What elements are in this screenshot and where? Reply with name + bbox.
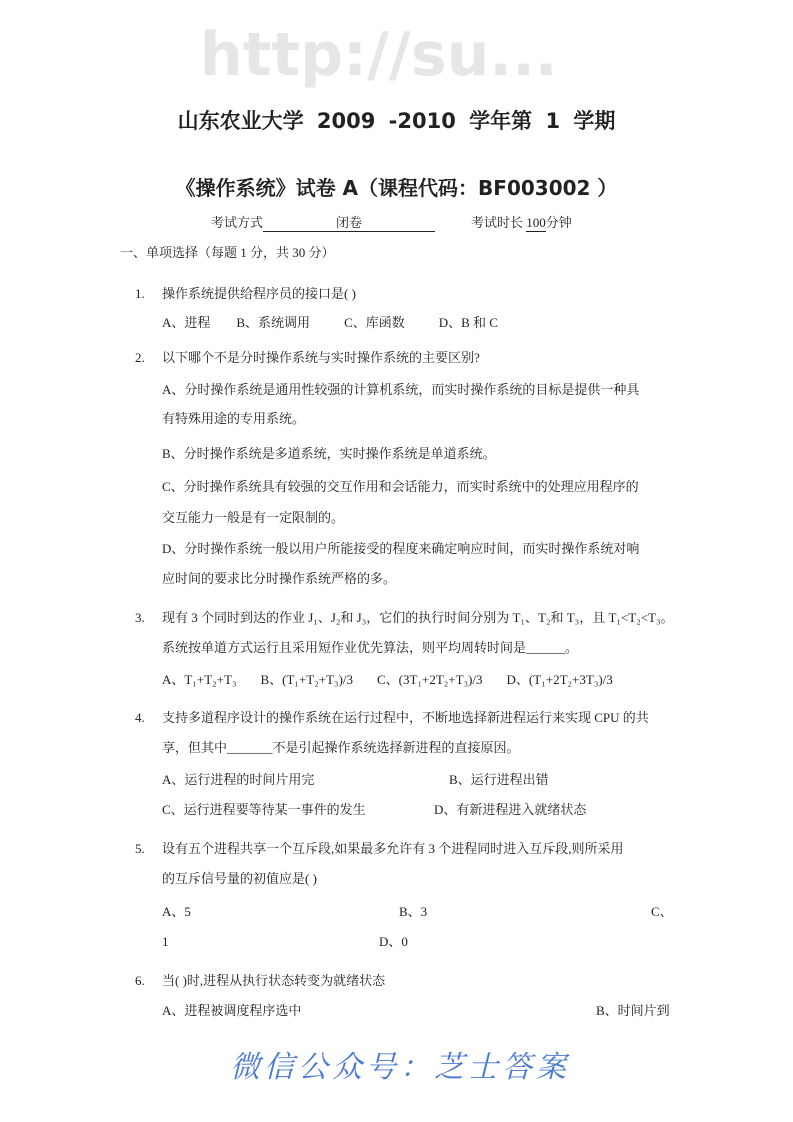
- option: D、B 和 C: [438, 315, 498, 330]
- duration-unit: 分钟: [545, 215, 572, 230]
- option: B、系统调用: [236, 315, 311, 330]
- question-text: 操作系统提供给程序员的接口是( ): [162, 286, 356, 301]
- option: D、有新进程进入就绪状态: [434, 802, 587, 817]
- option: 1: [162, 934, 169, 949]
- question-text: 享，但其中_______不是引起操作系统选择新进程的直接原因。: [162, 740, 520, 755]
- option: 交互能力一般是有一定限制的。: [162, 510, 345, 525]
- page-subtitle: 《操作系统》试卷 A（课程代码：BF003002 ）: [175, 176, 618, 200]
- page-title: 山东农业大学 2009 -2010 学年第 1 学期: [177, 109, 616, 133]
- option: C、(3T₁+2T₂+T₃)/3: [377, 672, 483, 687]
- option: 应时间的要求比分时操作系统严格的多。: [162, 571, 397, 586]
- option: C、分时操作系统具有较强的交互作用和会话能力，而实时系统中的处理应用程序的: [162, 479, 639, 494]
- question-text: 设有五个进程共享一个互斥段,如果最多允许有 3 个进程同时进入互斥段,则所采用: [162, 841, 624, 856]
- exam-mode-label: 考试方式: [211, 215, 264, 230]
- section-heading: 一、单项选择（每题 1 分，共 30 分）: [120, 245, 335, 260]
- question-text: 以下哪个不是分时操作系统与实时操作系统的主要区别?: [162, 350, 480, 365]
- question-text: 当( )时,进程从执行状态转变为就绪状态: [162, 973, 386, 988]
- question-number: 4.: [135, 710, 145, 725]
- option: B、分时操作系统是多道系统，实时操作系统是单道系统。: [162, 446, 496, 461]
- option: D、分时操作系统一般以用户所能接受的程度来确定响应时间，而实时操作系统对响: [162, 541, 640, 556]
- option: C、: [651, 904, 673, 919]
- watermark-grey: http://su...: [200, 20, 558, 90]
- option: D、0: [379, 934, 408, 949]
- option-row: [162, 672, 613, 688]
- question-text: 的互斥信号量的初值应是( ): [162, 871, 317, 886]
- option: A、分时操作系统是通用性较强的计算机系统，而实时操作系统的目标是提供一种具: [162, 382, 640, 397]
- option: D、(T₁+2T₂+3T₃)/3: [506, 672, 613, 687]
- question-text: 现有 3 个同时到达的作业 J₁、J₂和 J₃，它们的执行时间分别为 T₁、T₂和 T₃，且 T₁<T₂<T₃。: [162, 610, 674, 625]
- option: A、5: [162, 904, 191, 919]
- option: C、库函数: [344, 315, 405, 330]
- option: B、时间片到: [596, 1003, 670, 1018]
- question-text: 系统按单道方式运行且采用短作业优先算法，则平均周转时间是______。: [162, 640, 579, 655]
- exam-mode: [211, 215, 435, 232]
- option-row: [162, 315, 498, 331]
- question-number: 3.: [135, 610, 145, 625]
- option: A、进程: [162, 315, 211, 330]
- watermark-blue: 微信公众号：芝士答案: [230, 1051, 570, 1084]
- option: A、运行进程的时间片用完: [162, 772, 315, 787]
- question-number: 1.: [135, 286, 145, 301]
- option: A、T₁+T₂+T₃: [162, 672, 237, 687]
- duration-label: 考试时长: [471, 215, 524, 230]
- option: B、3: [399, 904, 428, 919]
- option: C、运行进程要等待某一事件的发生: [162, 802, 366, 817]
- option: B、运行进程出错: [449, 772, 549, 787]
- question-text: 支持多道程序设计的操作系统在运行过程中，不断地选择新进程运行来实现 CPU 的共: [162, 710, 649, 725]
- duration-value: 100: [526, 215, 546, 230]
- option: A、进程被调度程序选中: [162, 1003, 302, 1018]
- question-number: 5.: [135, 841, 145, 856]
- question-number: 6.: [135, 973, 145, 988]
- question-number: 2.: [135, 350, 145, 365]
- option: B、(T₁+T₂+T₃)/3: [260, 672, 354, 687]
- exam-duration: [471, 215, 572, 232]
- exam-mode-value: 闭卷: [263, 215, 435, 232]
- option: 有特殊用途的专用系统。: [162, 411, 306, 426]
